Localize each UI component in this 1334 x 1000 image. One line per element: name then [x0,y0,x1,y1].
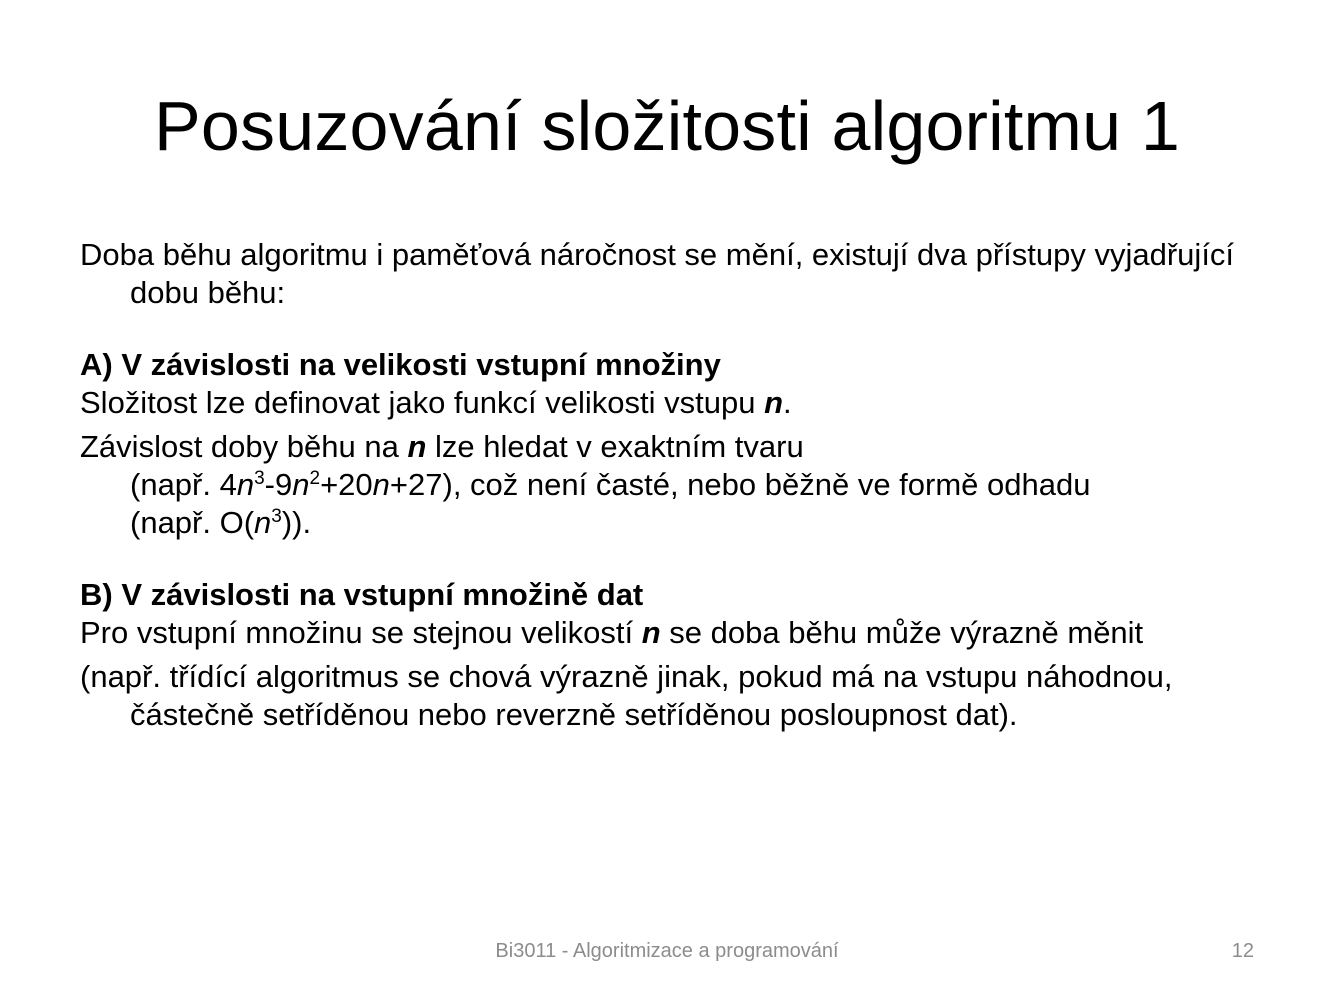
slide-title: Posuzování složitosti algoritmu 1 [154,87,1180,165]
section-b-line-1 [80,614,1280,652]
section-a-line-1 [80,384,1280,422]
text: se doba běhu může výrazně měnit [660,615,1144,650]
section-b-line-2: (např. třídící algoritmus se chová výrazně jinak, pokud má na vstupu náhodnou, částečně setříděnou nebo reverzně setříděnou posloupnost dat). [80,659,1173,732]
variable-n: n [292,467,310,502]
variable-n: n [407,429,427,464]
spacer [80,542,1280,576]
estimate-prefix: (např. O( [130,505,255,540]
text: Složitost lze definovat jako funkcí velikosti vstupu [80,385,765,420]
text: . [783,385,792,420]
page-number: 12 [1231,940,1254,962]
text: Závislost doby běhu na [80,429,408,464]
variable-n: n [372,467,390,502]
estimate-suffix: )). [281,505,312,540]
section-b-heading: B) V závislosti na vstupní množině dat [80,577,644,612]
variable-n: n [641,615,661,650]
exponent: 2 [309,468,321,489]
formula-suffix: +27), což není časté, nebo běžně ve formě odhadu [389,467,1091,502]
formula-part: -9 [264,467,293,502]
exponent: 3 [254,468,265,489]
exponent: 3 [271,506,282,527]
section-a-heading: A) V závislosti na velikosti vstupní množiny [80,347,721,382]
slide-footer: Bi3011 - Algoritmizace a programování [495,940,839,962]
formula-prefix: (např. 4 [130,467,237,502]
section-a-line-2 [80,428,1280,542]
variable-n: n [764,385,783,420]
variable-n: n [254,505,272,540]
text: Pro vstupní množinu se stejnou velikostí [80,615,642,650]
formula-part: +20 [320,467,373,502]
slide-content [80,236,1280,734]
text: lze hledat v exaktním tvaru [426,429,804,464]
intro-paragraph: Doba běhu algoritmu i paměťová náročnost se mění, existují dva přístupy vyjadřující dobu běhu: [80,237,1235,310]
spacer [80,312,1280,346]
variable-n: n [236,467,255,502]
